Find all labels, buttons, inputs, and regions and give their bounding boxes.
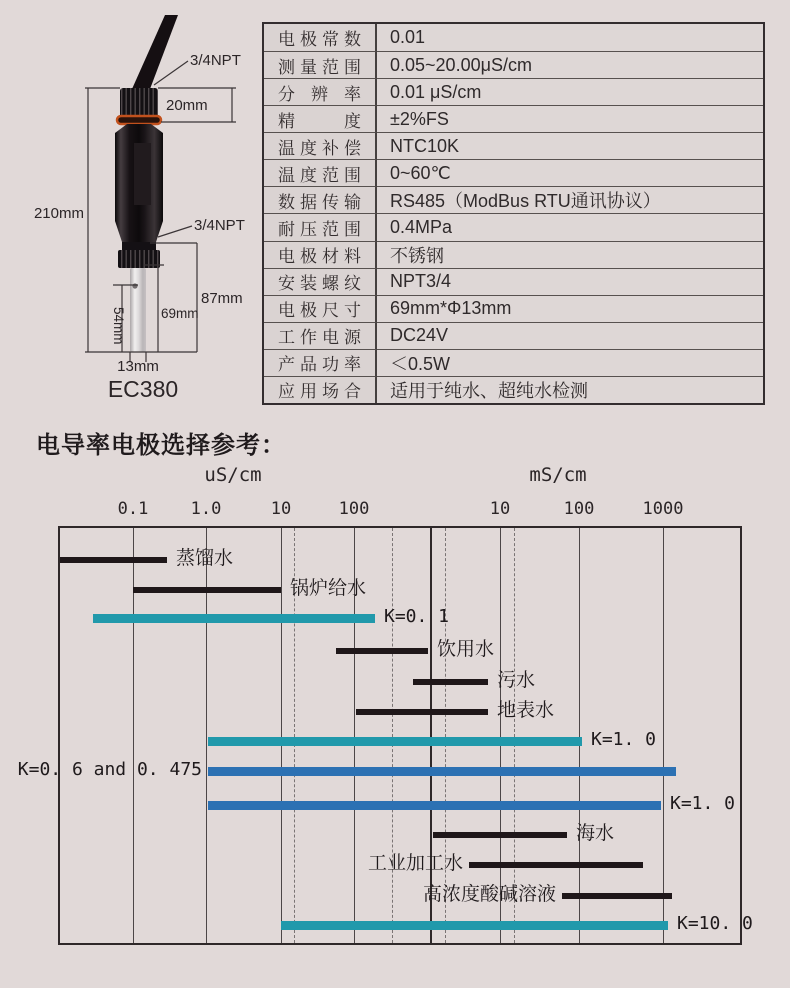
range-bar-label: 污水: [497, 670, 536, 691]
gridline-dashed: [514, 528, 515, 943]
range-bar-blue: [208, 767, 676, 776]
spec-label: [264, 159, 377, 186]
range-bar-black: [60, 557, 167, 563]
range-bar-black: [356, 709, 488, 715]
spec-label: [264, 78, 377, 105]
axis-tick-label: 10: [270, 499, 292, 519]
spec-label: [264, 186, 377, 213]
range-bar-label: K=0. 6 and 0. 475: [17, 759, 202, 780]
range-bar-label: 高浓度酸碱溶液: [422, 884, 556, 905]
axis-tick-label: 100: [338, 499, 370, 519]
range-bar-blue: [208, 801, 661, 810]
spec-label: [264, 24, 377, 51]
axis-unit-label: mS/cm: [529, 464, 587, 486]
sensor-electrode-tube: [130, 268, 146, 352]
spec-value: RS485（ModBus RTU通讯协议）: [377, 186, 763, 213]
spec-label: [264, 105, 377, 132]
spec-value: 0.01: [390, 27, 426, 48]
range-bar-teal: [93, 614, 375, 623]
range-bar-label: 地表水: [497, 700, 555, 721]
spec-label-text: 测量范围: [278, 57, 361, 77]
sensor-tube-hole: [132, 283, 137, 288]
npt-bottom-label: 3/4NPT: [194, 217, 245, 234]
spec-label: [264, 51, 377, 78]
range-bar-teal: [281, 921, 668, 930]
spec-label-text: 精 度: [278, 111, 361, 131]
gridline-solid: [663, 528, 664, 943]
range-bar-black: [433, 832, 567, 838]
spec-label-text: 应用场合: [278, 382, 361, 402]
axis-unit-label: uS/cm: [204, 464, 262, 486]
spec-label: [264, 241, 377, 268]
dim-20mm-label: 20mm: [166, 97, 208, 114]
dim-210mm-label: 210mm: [33, 205, 84, 222]
spec-value: ＜0.5W: [377, 349, 763, 376]
spec-label-text: 分 辨 率: [278, 84, 361, 104]
range-bar-black: [469, 862, 643, 868]
gridline-solid: [281, 528, 282, 943]
sensor-diagram: [30, 15, 260, 400]
dim-69mm-label: 69mm: [161, 306, 199, 321]
selection-chart-plot: [17, 526, 753, 945]
gridline-dashed: [392, 528, 393, 943]
range-bar-label: K=0. 1: [384, 606, 450, 627]
spec-label-text: 安装螺纹: [278, 274, 361, 294]
axis-tick-label: 100: [563, 499, 595, 519]
range-bar-label: 海水: [576, 823, 615, 844]
gridline-solid: [579, 528, 580, 943]
range-bar-label: 蒸馏水: [176, 548, 234, 569]
spec-label-text: 温度补偿: [278, 138, 361, 158]
spec-label: [264, 322, 377, 349]
range-bar-black: [133, 587, 281, 593]
spec-value: NPT3/4: [377, 268, 763, 295]
dim-13mm-label: 13mm: [117, 358, 159, 375]
axis-tick-label: 0.1: [117, 499, 149, 519]
spec-label-text: 电极材料: [278, 247, 361, 267]
range-bar-label: K=10. 0: [677, 913, 753, 934]
spec-label-text: 数据传输: [278, 192, 361, 212]
range-bar-label: 锅炉给水: [290, 578, 367, 599]
spec-value: 0.05~20.00μS/cm: [377, 51, 763, 78]
dim-87mm-label: 87mm: [201, 290, 243, 307]
npt-top-label: 3/4NPT: [190, 52, 241, 69]
spec-label-text: 电极常数: [278, 30, 361, 50]
sensor-body-panel: [134, 143, 151, 205]
range-bar-label: K=1. 0: [591, 729, 657, 750]
sensor-oring: [117, 116, 161, 124]
range-bar-black: [562, 893, 672, 899]
spec-value: 69mm*Φ13mm: [377, 295, 763, 322]
spec-value: 0.4MPa: [377, 213, 763, 240]
spec-value: ±2%FS: [377, 105, 763, 132]
sensor-top-thread: [120, 88, 158, 118]
spec-table: [262, 22, 765, 405]
spec-value: DC24V: [377, 322, 763, 349]
spec-value: 0~60℃: [377, 159, 763, 186]
range-bar-teal: [208, 737, 582, 746]
dim-54mm-label: 54mm: [111, 307, 126, 345]
gridline-dashed: [445, 528, 446, 943]
spec-label-text: 电极尺寸: [278, 301, 361, 321]
range-bar-label: 饮用水: [437, 639, 495, 660]
axis-tick-label: 1000: [642, 499, 684, 519]
range-bar-black: [413, 679, 488, 685]
spec-label: [264, 376, 377, 403]
sensor-cable: [132, 15, 178, 89]
spec-label: [264, 349, 377, 376]
gridline-solid: [500, 528, 501, 943]
model-label: EC380: [107, 376, 179, 400]
range-bar-black: [336, 648, 428, 654]
spec-label-text: 工作电源: [278, 328, 361, 348]
range-bar-label: K=1. 0: [670, 793, 736, 814]
spec-label-text: 产品功率: [278, 355, 361, 375]
axis-tick-label: 10: [489, 499, 511, 519]
spec-label: [264, 295, 377, 322]
gridline-unit-divider: [430, 528, 432, 943]
spec-value: 不锈钢: [377, 241, 763, 268]
spec-label: [264, 268, 377, 295]
spec-label-text: 温度范围: [278, 165, 361, 185]
axis-tick-label: 1.0: [190, 499, 222, 519]
spec-value: 适用于纯水、超纯水检测: [377, 376, 763, 403]
spec-label: [264, 213, 377, 240]
range-bar-label: 工业加工水: [367, 853, 463, 874]
spec-label: [264, 132, 377, 159]
spec-label-text: 耐压范围: [278, 220, 361, 240]
spec-value: 0.01 μS/cm: [377, 78, 763, 105]
chart-title: 电导率电极选择参考：: [36, 432, 286, 459]
spec-value: NTC10K: [377, 132, 763, 159]
